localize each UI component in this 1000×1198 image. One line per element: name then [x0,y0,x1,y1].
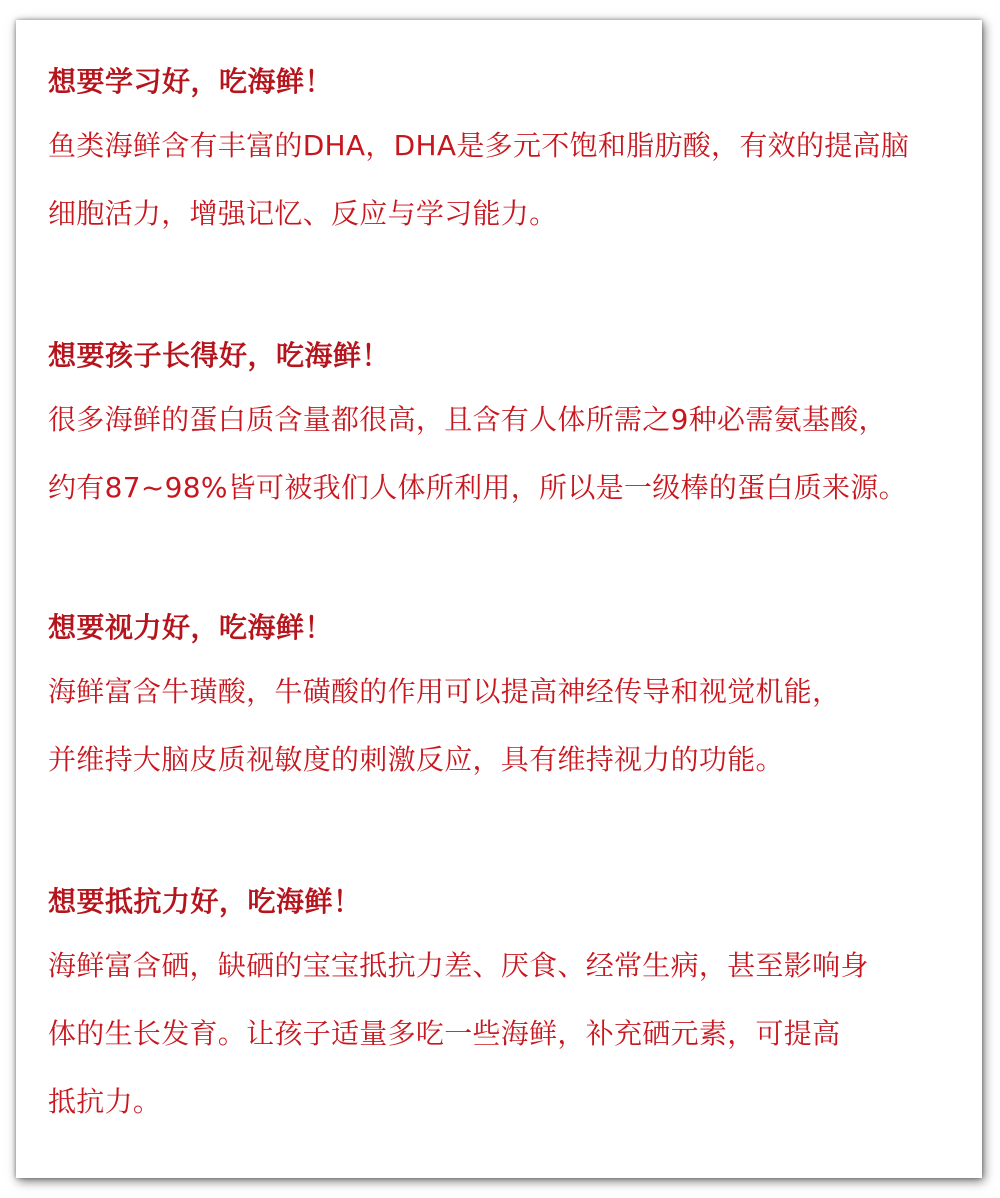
section-growth [48,336,958,522]
body-line: 海鲜富含硒，缺硒的宝宝抵抗力差、厌食、经常生病，甚至影响身 [48,949,869,982]
article-card [16,20,982,1178]
section-learning [48,62,958,248]
section-vision [48,608,958,794]
body-line: 细胞活力，增强记忆、反应与学习能力。 [48,197,558,230]
body-line: 海鲜富含牛璜酸，牛磺酸的作用可以提高神经传导和视觉机能， [48,675,841,708]
body-line: 约有87~98%皆可被我们人体所利用，所以是一级棒的蛋白质来源。 [48,471,907,504]
section-heading: 想要视力好，吃海鲜！ [48,611,334,644]
body-line: 很多海鲜的蛋白质含量都很高，且含有人体所需之9种必需氨基酸， [48,403,887,436]
body-line: 抵抗力。 [48,1085,162,1118]
section-immunity [48,882,958,1136]
body-line: 体的生长发育。让孩子适量多吃一些海鲜，补充硒元素，可提高 [48,1017,841,1050]
section-heading: 想要学习好，吃海鲜！ [48,65,334,98]
body-line: 并维持大脑皮质视敏度的刺激反应，具有维持视力的功能。 [48,743,784,776]
section-heading: 想要抵抗力好，吃海鲜！ [48,885,362,918]
body-line: 鱼类海鲜含有丰富的DHA，DHA是多元不饱和脂肪酸，有效的提高脑 [48,129,910,162]
section-heading: 想要孩子长得好，吃海鲜！ [48,339,391,372]
